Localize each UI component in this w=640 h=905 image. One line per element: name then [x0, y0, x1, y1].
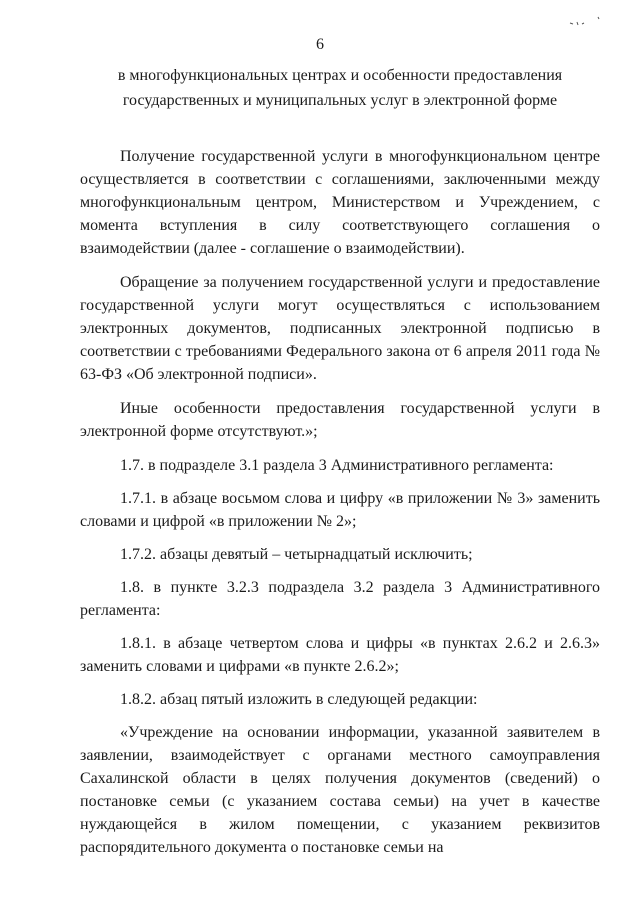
paragraph-item-1-7-2: 1.7.2. абзацы девятый – четырнадцатый исключить;: [120, 546, 473, 563]
paragraph-other-features: Иные особенности предоставления государственной услуги в электронной форме отсутствуют.»;: [80, 400, 600, 440]
corner-ink-mark: [568, 14, 604, 28]
paragraph-item-1-7: 1.7. в подразделе 3.1 раздела 3 Административного регламента:: [120, 457, 554, 474]
paragraph-item-1-7-1: 1.7.1. в абзаце восьмом слова и цифру «в приложении № 3» заменить словами и цифрой «в приложении № 2»;: [80, 490, 600, 530]
paragraph-item-1-8: 1.8. в пункте 3.2.3 подраздела 3.2 раздела 3 Административного регламента:: [80, 579, 600, 619]
paragraph-electronic-documents: Обращение за получением государственной услуги и предоставление государственной услуги могут осуществляться с использованием электронных документов, подписанных электронной подписью в соответствии с требованиями Федерального закона от 6 апреля 2011 года № 63-ФЗ «Об электронной подписи».: [80, 274, 600, 383]
section-heading-line-1: в многофункциональных центрах и особенности предоставления: [117, 67, 563, 84]
section-heading-line-2: государственных и муниципальных услуг в электронной форме: [122, 92, 558, 109]
paragraph-quoted-new-text: «Учреждение на основании информации, указанной заявителем в заявлении, взаимодействует с органами местного самоуправления Сахалинской области в целях получения документов (сведений) о постановке семьи (с указанием состава семьи) на учет в качестве нуждающейся в жилом помещении, с указанием реквизитов распорядительного документа о постановке семьи на: [80, 724, 600, 856]
paragraph-item-1-8-1: 1.8.1. в абзаце четвертом слова и цифры «в пунктах 2.6.2 и 2.6.3» заменить словами и цифрами «в пункте 2.6.2»;: [80, 635, 600, 675]
paragraph-mfc-service: Получение государственной услуги в многофункциональном центре осуществляется в соответствии с соглашениями, заключенными между многофункциональным центром, Министерством и Учреждением, с момента вступления в силу соответствующего соглашения о взаимодействии (далее - соглашение о взаимодействии).: [80, 148, 600, 257]
page-number: 6: [316, 36, 324, 53]
document-body: [80, 145, 600, 870]
paragraph-item-1-8-2: 1.8.2. абзац пятый изложить в следующей редакции:: [120, 691, 478, 708]
